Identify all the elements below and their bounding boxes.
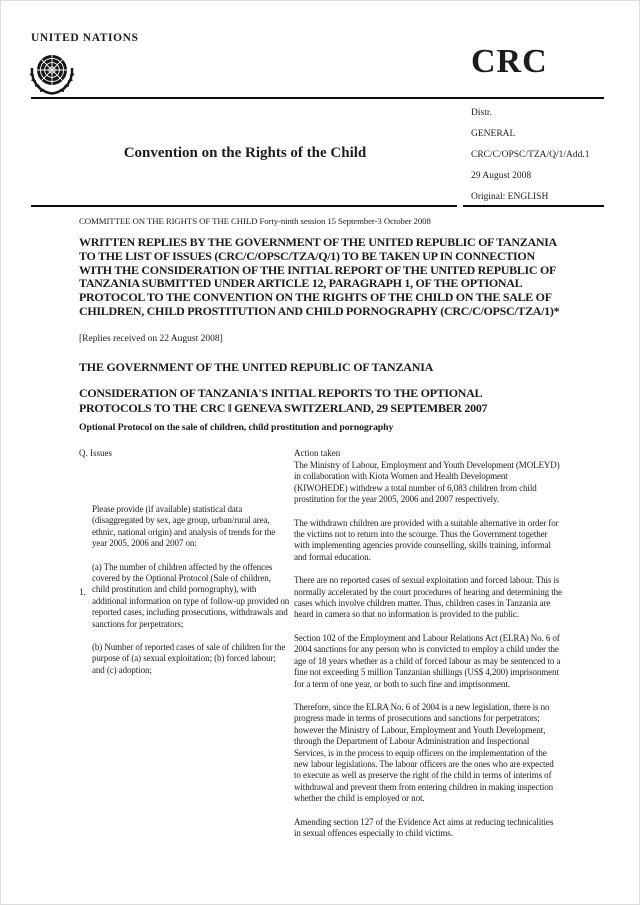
- doc-symbol: CRC/C/OPSC/TZA/Q/1/Add.1: [471, 150, 590, 160]
- issue-paragraph: Please provide (if available) statistical data (disaggregated by sex, age group, urban/rural area, ethnic, national origin) and analysis of trends for the year 2005, 2006 and 2007 on:: [92, 504, 276, 549]
- action-paragraph: There are no reported cases of sexual exploitation and forced labour. This is normally accelerated by the court procedures of hearing and determining the cases which involve children matter. Thus, children cases in Tanzania are heard in camera so that no information is provided to the public.: [294, 575, 562, 620]
- replies-received-note: [Replies received on 22 August 2008]: [79, 334, 223, 344]
- action-taken-column: [294, 460, 562, 851]
- document-title: Convention on the Rights of the Child: [123, 145, 367, 161]
- issues-column: [92, 504, 290, 688]
- issue-item-number: 1.: [79, 587, 86, 597]
- header-divider-bottom-right: [463, 205, 604, 207]
- issue-paragraph: (b) Number of reported cases of sale of children for the purpose of (a) sexual exploitation; (b) forced labour; and (c) adoption;: [92, 642, 286, 675]
- committee-session-line: COMMITTEE ON THE RIGHTS OF THE CHILD Forty-ninth session 15 September-3 October 2008: [79, 216, 431, 226]
- action-paragraph: Amending section 127 of the Evidence Act aims at reducing technicalities in sexual offences especially to child victims.: [294, 816, 554, 838]
- distribution-block: [471, 103, 590, 208]
- doc-date: 29 August 2008: [471, 171, 532, 181]
- government-heading: THE GOVERNMENT OF THE UNITED REPUBLIC OF TANZANIA: [79, 360, 434, 374]
- consideration-heading: CONSIDERATION OF TANZANIA'S INITIAL REPORTS TO THE OPTIONAL PROTOCOLS TO THE CRC ‖ GENEVA SWITZERLAND, 29 SEPTEMBER 2007: [79, 386, 488, 415]
- action-paragraph: The withdrawn children are provided with a suitable alternative in order for the victims not to return into the scourge. Thus the Government together with implementing agencies provide counselling, skills training, informal and formal education.: [294, 517, 559, 562]
- org-name: UNITED NATIONS: [31, 32, 139, 44]
- action-paragraph: Section 102 of the Employment and Labour Relations Act (ELRA) No. 6 of 2004 sanctions for any person who is convicted to employ a child under the age of 18 years whether as a child of forced labour as may be sentenced to a fine not exceeding 5 million Tanzanian shillings (US$ 4,200) imprisonment for a term of one year, or both to such fine and imprisonment.: [294, 632, 561, 689]
- optional-protocol-subheading: Optional Protocol on the sale of children, child prostitution and pornography: [79, 422, 394, 433]
- issues-column-header: Q. Issues: [79, 448, 112, 458]
- doc-symbol-short: CRC: [471, 43, 548, 80]
- header-divider-top: [31, 97, 604, 99]
- issue-paragraph: (a) The number of children affected by the offences covered by the Optional Protocol (Sale of children, child prostitution and child pornography), with additional information on type of follow-up provided on reported cases, including prosecutions, withdrawals and sanctions for perpetrators;: [92, 561, 290, 629]
- main-heading: WRITTEN REPLIES BY THE GOVERNMENT OF THE UNITED REPUBLIC OF TANZANIA TO THE LIST OF ISSUES (CRC/C/OPSC/TZA/Q/1) TO BE TAKEN UP IN CONNECTION WITH THE CONSIDERATION OF THE INITIAL REPORT OF THE UNITED REPUBLIC OF TANZANIA SUBMITTED UNDER ARTICLE 12, PARAGRAPH 1, OF THE OPTIONAL PROTOCOL TO THE CONVENTION ON THE RIGHTS OF THE CHILD ON THE SALE OF CHILDREN, CHILD PROSTITUTION AND CHILD PORNOGRAPHY (CRC/C/OPSC/TZA/1)*: [79, 235, 560, 318]
- action-paragraph: The Ministry of Labour, Employment and Youth Development (MOLEYD) in collaboration with Kiota Women and Health Development (KIWOHEDE) withdrew a total number of 6,083 children from child prostitution for the year 2005, 2006 and 2007 respectively.: [294, 460, 560, 505]
- un-emblem-icon: [27, 50, 77, 96]
- distr-label: Distr.: [471, 108, 492, 118]
- action-paragraph: Therefore, since the ELRA No. 6 of 2004 is a new legislation, there is no progress made in terms of prosecutions and sanctions for perpetrators; however the Ministry of Labour, Employment and Youth Development, through the Department of Labour Administration and Inspectional Services, is in the process to equip officers on the implementation of the new labour legislations. The labour officers are the ones who are expected to execute as well as preserve the right of the child in terms of interims of withdrawal and prevent them from entering children in making inspection whether the child is employed or not.: [294, 701, 554, 804]
- doc-original-language: Original: ENGLISH: [471, 192, 549, 202]
- action-column-header: Action taken: [294, 448, 341, 458]
- distr-type: GENERAL: [471, 129, 516, 139]
- header-divider-bottom-left: [31, 205, 457, 207]
